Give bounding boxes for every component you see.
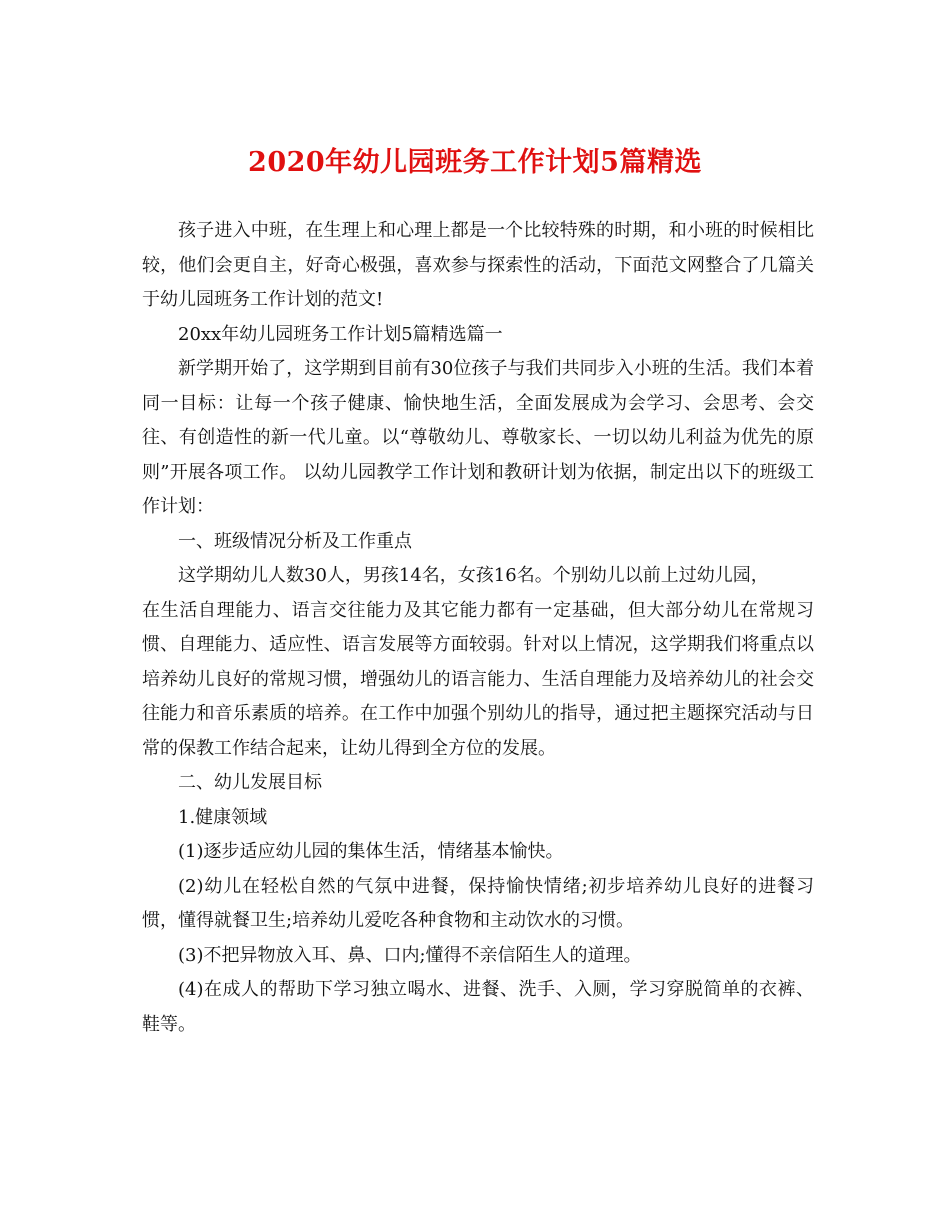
- body-paragraph-continuation: 在生活自理能力、语言交往能力及其它能力都有一定基础，但大部分幼儿在常规习惯、自理能力、适应性、语言发展等方面较弱。针对以上情况，这学期我们将重点以培养幼儿良好的常规习惯，增强幼儿的语言能力、生活自理能力及培养幼儿的社会交往能力和音乐素质的培养。在工作中加强个别幼儿的指导，通过把主题探究活动与日常的保教工作结合起来，让幼儿得到全方位的发展。: [142, 599, 814, 759]
- intro-paragraph: 孩子进入中班，在生理上和心理上都是一个比较特殊的时期，和小班的时候相比较，他们会更自主，好奇心极强，喜欢参与探索性的活动，下面范文网整合了几篇关于幼儿园班务工作计划的范文!: [142, 220, 814, 310]
- body-paragraph: 新学期开始了，这学期到目前有30位孩子与我们共同步入小班的生活。我们本着同一目标：让每一个孩子健康、愉快地生活，全面发展成为会学习、会思考、会交往、有创造性的新一代儿童。以“尊敬幼儿、尊敬家长、一切以幼儿利益为优先的原则”开展各项工作。 以幼儿园教学工作计划和教研计划为依据，制定出以下的班级工作计划：: [142, 358, 814, 517]
- body-paragraph: 这学期幼儿人数30人，男孩14名，女孩16名。个别幼儿以前上过幼儿园，: [178, 565, 769, 586]
- list-item: (2)幼儿在轻松自然的气氛中进餐，保持愉快情绪;初步培养幼儿良好的进餐习惯，懂得就餐卫生;培养幼儿爱吃各种食物和主动饮水的习惯。: [142, 875, 814, 931]
- section-heading-part-one: 20xx年幼儿园班务工作计划5篇精选篇一: [178, 323, 503, 345]
- list-item: (3)不把异物放入耳、鼻、口内;懂得不亲信陌生人的道理。: [178, 944, 642, 966]
- section-heading: 二、幼儿发展目标: [178, 772, 322, 793]
- section-heading: 一、班级情况分析及工作重点: [178, 530, 412, 552]
- subsection-heading: 1.健康领域: [178, 806, 268, 828]
- list-item: (4)在成人的帮助下学习独立喝水、进餐、洗手、入厕，学习穿脱简单的衣裤、鞋等。: [142, 979, 814, 1035]
- list-item: (1)逐步适应幼儿园的集体生活，情绪基本愉快。: [178, 841, 564, 862]
- document-body: [142, 214, 814, 1042]
- document-title: 2020年幼儿园班务工作计划5篇精选: [248, 147, 702, 178]
